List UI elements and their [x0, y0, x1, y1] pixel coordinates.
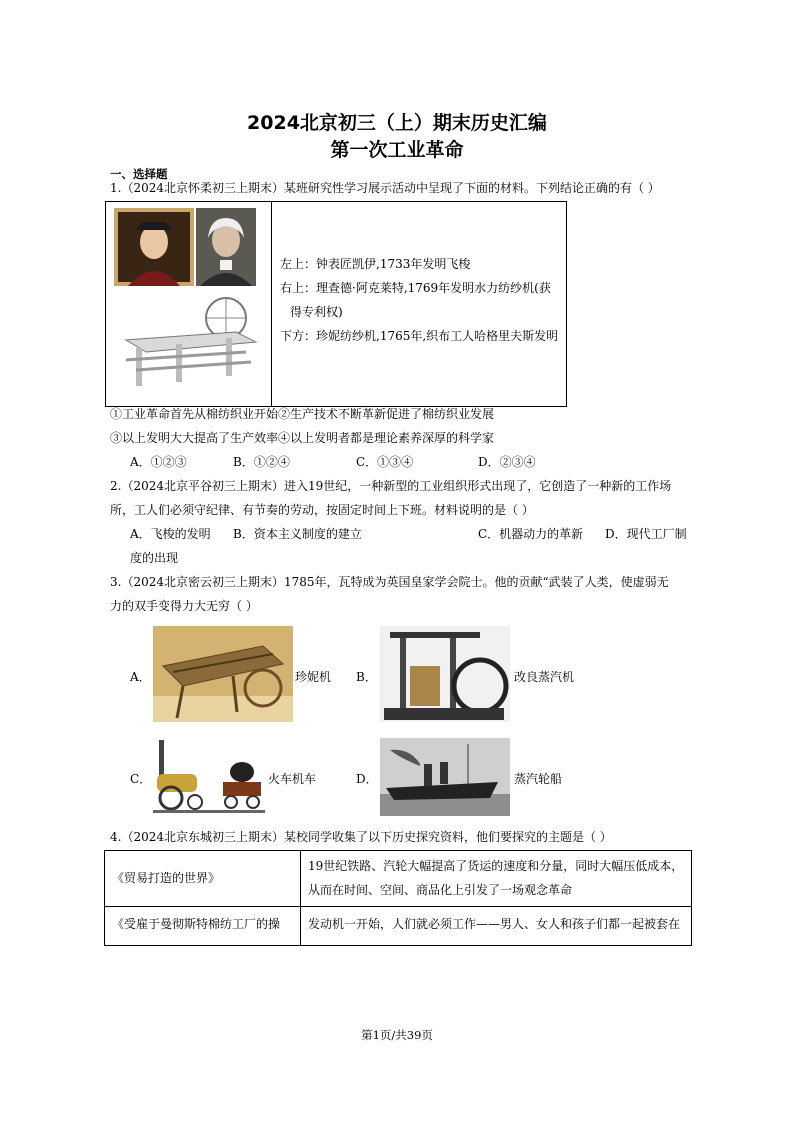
- q3-option-b-letter[interactable]: B．: [356, 670, 377, 684]
- q2-stem-line-1: 2.（2024北京平谷初三上期末）进入19世纪，一种新型的工业组织形式出现了，它创造了一种新的工作场: [110, 479, 672, 493]
- q1-material-line-3: 得专利权): [290, 305, 343, 319]
- q1-divider: [271, 202, 272, 406]
- kay-portrait-image: [114, 208, 194, 286]
- q4-table: [104, 850, 691, 945]
- q2-option-a[interactable]: A．飞梭的发明: [130, 527, 211, 541]
- q4-row1-text-2: 从而在时间、空间、商品化上引发了一场观念革命: [308, 883, 573, 897]
- page-footer: 第1页/共39页: [361, 1028, 433, 1042]
- q2-option-c[interactable]: C．机器动力的革新: [478, 527, 584, 541]
- spinning-jenny-image: [116, 290, 266, 390]
- q1-option-b[interactable]: B．①②④: [233, 455, 290, 469]
- q3-option-b-label: 改良蒸汽机: [514, 670, 575, 684]
- spinning-jenny-photo: [153, 626, 293, 722]
- page-title: 2024北京初三（上）期末历史汇编: [247, 112, 547, 134]
- q3-option-c-label: 火车机车: [268, 772, 317, 786]
- q2-option-d[interactable]: D．现代工厂制: [605, 527, 687, 541]
- q1-statement-1: ①工业革命首先从棉纺织业开始②生产技术不断革新促进了棉纺织业发展: [110, 407, 495, 421]
- q3-option-a-label: 珍妮机: [295, 670, 332, 684]
- q4-row1-book: 《贸易打造的世界》: [112, 871, 221, 885]
- q3-option-d-label: 蒸汽轮船: [514, 772, 563, 786]
- q3-option-c-letter[interactable]: C．: [130, 772, 152, 786]
- arkwright-portrait-image: [196, 208, 256, 286]
- steam-engine-photo: [380, 626, 510, 722]
- q3-option-d-letter[interactable]: D．: [356, 772, 378, 786]
- q4-stem: 4.（2024北京东城初三上期末）某校同学收集了以下历史探究资料，他们要探究的主题是（ ）: [110, 830, 612, 844]
- q1-statement-2: ③以上发明大大提高了生产效率④以上发明者都是理论素养深厚的科学家: [110, 431, 495, 445]
- q1-option-d[interactable]: D．②③④: [478, 455, 536, 469]
- q3-stem-line-1: 3.（2024北京密云初三上期末）1785年，瓦特成为英国皇家学会院士。他的贡献“武装了人类，使虚弱无: [110, 575, 669, 589]
- q1-stem: 1.（2024北京怀柔初三上期末）某班研究性学习展示活动中呈现了下面的材料。下列结论正确的有（ ）: [110, 181, 660, 195]
- q4-row2-text-1: 发动机一开始，人们就必须工作——男人、女人和孩子们都一起被套在: [308, 917, 681, 931]
- steamship-photo: [380, 738, 510, 816]
- q2-option-d-continued: 度的出现: [130, 551, 179, 565]
- q4-row1-text-1: 19世纪铁路、汽轮大幅提高了货运的速度和分量，同时大幅压低成本，: [308, 859, 684, 873]
- q2-option-b[interactable]: B．资本主义制度的建立: [233, 527, 362, 541]
- q3-option-a-letter[interactable]: A．: [130, 670, 151, 684]
- locomotive-photo: [153, 738, 265, 816]
- q3-stem-line-2: 力的双手变得力大无穷（ ）: [110, 599, 258, 613]
- page-subtitle: 第一次工业革命: [330, 139, 464, 161]
- q1-material-line-4: 下方：珍妮纺纱机,1765年,织布工人哈格里夫斯发明: [280, 329, 559, 343]
- q2-stem-line-2: 所，工人们必须守纪律、有节奏的劳动，按固定时间上下班。材料说明的是（ ）: [110, 503, 534, 517]
- q1-material-line-1: 左上：钟表匠凯伊,1733年发明飞梭: [280, 257, 471, 271]
- q4-row2-book: 《受雇于曼彻斯特棉纺工厂的操: [112, 917, 281, 931]
- q1-option-a[interactable]: A．①②③: [130, 455, 187, 469]
- q1-material-box: [105, 201, 567, 407]
- q1-option-c[interactable]: C．①③④: [356, 455, 414, 469]
- q1-material-line-2: 右上：理查德·阿克莱特,1769年发明水力纺纱机(获: [280, 281, 551, 295]
- section-heading: 一、选择题: [110, 167, 168, 181]
